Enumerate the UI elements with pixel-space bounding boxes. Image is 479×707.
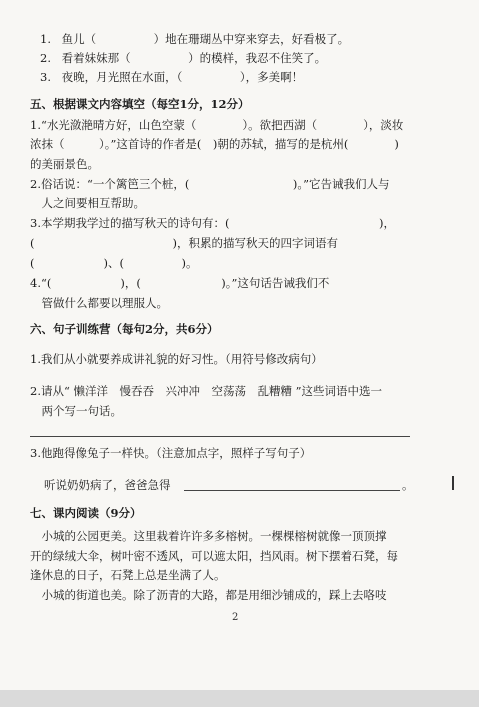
answer-line[interactable] [184, 490, 400, 491]
section-6-question-3: 3.他跑得像兔子一样快。（注意加点字，照样子写句子） [30, 446, 312, 460]
section-6-question-2: 2.请从“ 懒洋洋 慢吞吞 兴冲冲 空荡荡 乱糟糟 ”这些词语中选一 [30, 384, 383, 398]
section-5-line: 浓抹（ ）。”这首诗的作者是( )朝的苏轼，描写的是杭州( ) [30, 137, 399, 151]
section-5-line: 管做什么都要以理服人。 [30, 296, 168, 310]
section-6-example: 听说奶奶病了，爸爸急得 [44, 478, 171, 492]
section-6-title: 六、句子训练营（每句2分，共6分） [30, 322, 219, 336]
period-mark: 。 [402, 478, 414, 492]
section-5-line: 1.“水光潋滟晴方好，山色空蒙（ ）。欲把西湖（ ），淡妆 [30, 118, 404, 132]
reading-passage-line: 逢休息的日子，石凳上总是坐满了人。 [30, 568, 226, 582]
section-6-question-2-cont: 两个写一句话。 [30, 404, 122, 418]
reading-passage-line: 小城的公园更美。这里栽着许许多多榕树。一棵棵榕树就像一顶顶撑 [30, 529, 387, 543]
section-7-title: 七、课内阅读（9分） [30, 506, 142, 520]
reading-passage-line: 开的绿绒大伞，树叶密不透风，可以遮太阳，挡风雨。树下摆着石凳，每 [30, 549, 398, 563]
question-number: 3. [40, 70, 51, 84]
question-text: 看着妹妹那（ ）的模样，我忍不住笑了。 [61, 51, 327, 65]
section-5-line: ( )、( )。 [30, 256, 198, 270]
question-line-2 [40, 51, 326, 65]
margin-mark [452, 476, 454, 490]
section-5-line: 人之间要相互帮助。 [30, 196, 145, 210]
section-5-line: 2.俗话说：“一个篱笆三个桩，( )。”它告诫我们人与 [30, 177, 390, 191]
question-number: 1. [40, 32, 51, 46]
section-5-line: ( )，积累的描写秋天的四字词语有 [30, 236, 338, 250]
section-5-line: 的美丽景色。 [30, 157, 99, 171]
question-text: 夜晚，月光照在水面，（ ），多美啊！ [61, 70, 304, 84]
section-5-title: 五、根据课文内容填空（每空1分，12分） [30, 97, 250, 111]
section-5-line: 3.本学期我学过的描写秋天的诗句有：( )， [30, 216, 395, 230]
answer-line[interactable] [30, 436, 410, 437]
question-line-3 [40, 70, 303, 84]
question-line-1 [40, 32, 349, 46]
page-number: 2 [232, 612, 239, 623]
question-text: 鱼儿（ ）地在珊瑚丛中穿来穿去，好看极了。 [61, 32, 350, 46]
section-6-question-1: 1.我们从小就要养成讲礼貌的好习性。（用符号修改病句） [30, 352, 323, 366]
viewer-bottom-bar [0, 690, 479, 707]
question-number: 2. [40, 51, 51, 65]
reading-passage-line: 小城的街道也美。除了沥青的大路，都是用细沙铺成的，踩上去咯吱 [30, 588, 387, 602]
section-5-line: 4.“( )，( )。”这句话告诫我们不 [30, 276, 330, 290]
